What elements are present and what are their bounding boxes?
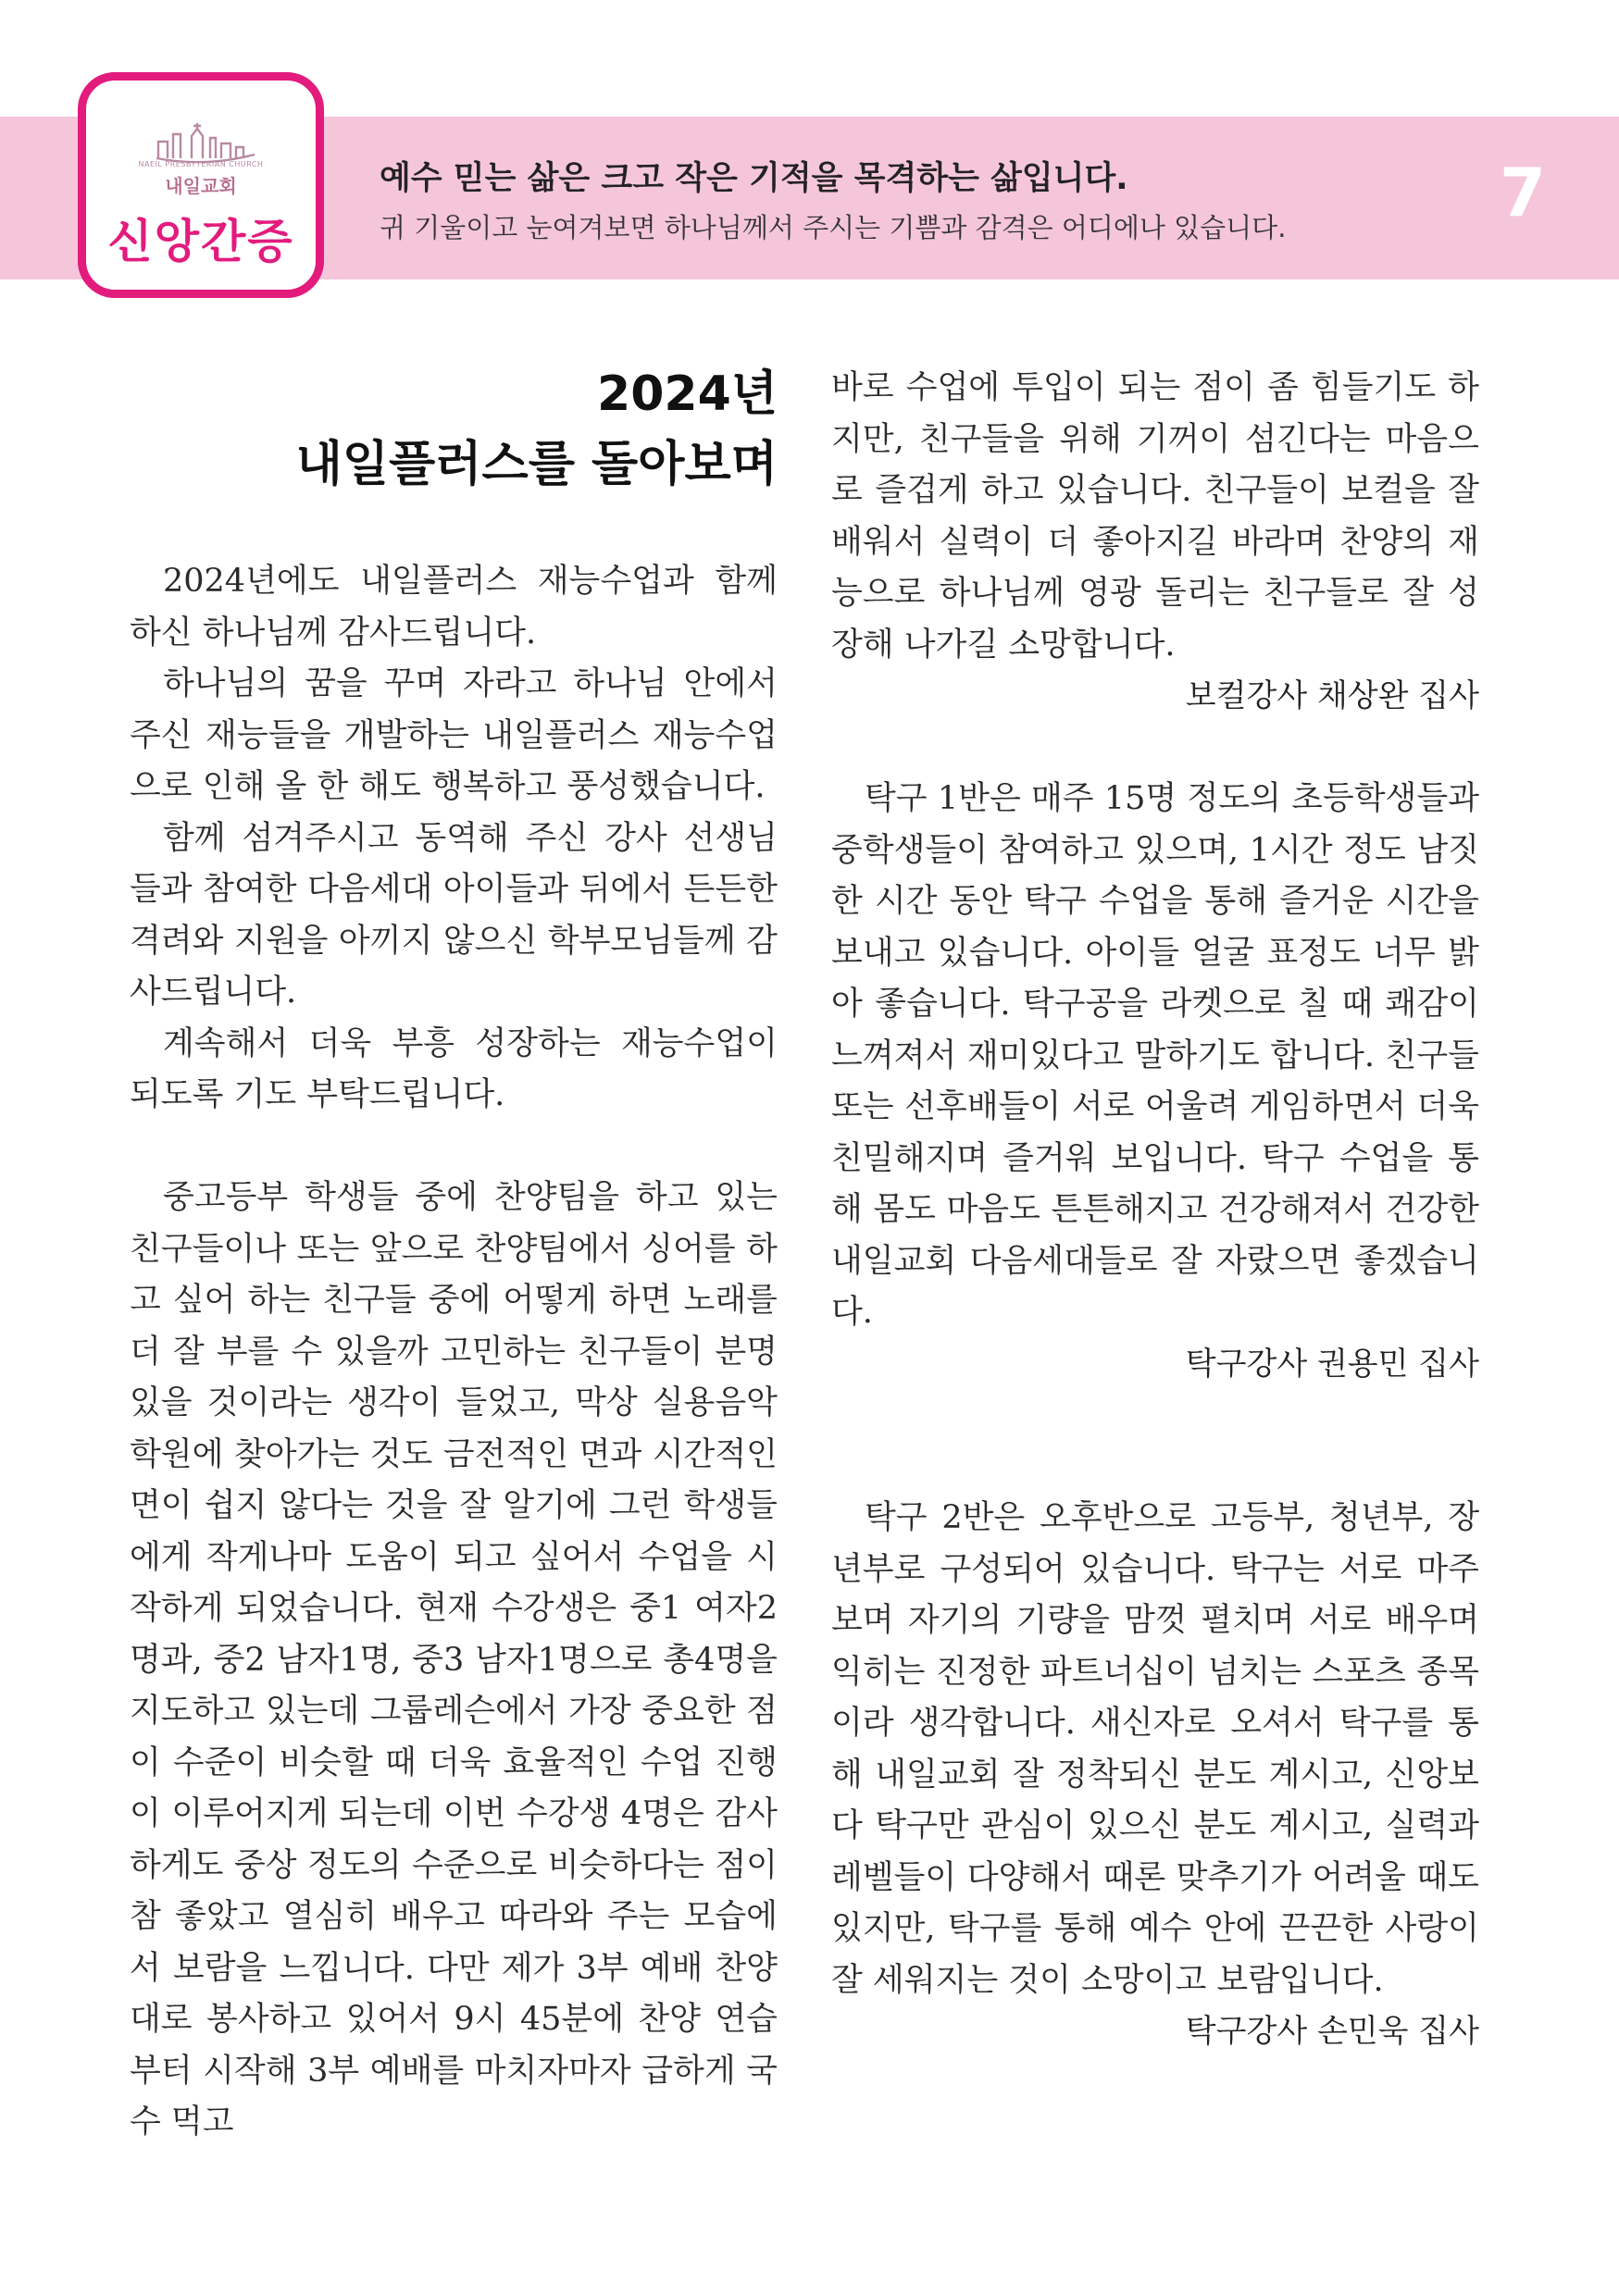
article-title-line-2: 내일플러스를 돌아보며: [295, 437, 778, 492]
paragraph-spacer: [130, 1122, 778, 1173]
logo-english-text: NAEIL PRESBYTERIAN CHURCH: [138, 160, 264, 168]
paragraph: 탁구 1반은 매주 15명 정도의 초등학생들과 중학생들이 참여하고 있으며, 1시간 정도 남짓한 시간 동안 탁구 수업을 통해 즐거운 시간을 보내고 있습니다. 아이들 얼굴 표정도 너무 밝아 좋습니다. 탁구공을 라켓으로 칠 때 쾌감이 느껴져서 재미있다고 말하기도 합니다. 친구들 또는 선후배들이 서로 어울려 게임하면서 더욱 친밀해지며 즐거워 보입니다. 탁구 수업을 통해 몸도 마음도 튼튼해지고 건강해져서 건강한 내일교회 다음세대들로 잘 자랐으면 좋겠습니다.: [831, 780, 1479, 1331]
paragraph-spacer: [831, 1390, 1479, 1493]
header-subline: 귀 기울이고 눈여겨보면 하나님께서 주시는 기쁨과 감격은 어디에나 있습니다.: [380, 212, 1287, 243]
paragraph: 계속해서 더욱 부흥 성장하는 재능수업이 되도록 기도 부탁드립니다.: [130, 1024, 778, 1113]
header-headline: 예수 믿는 삶은 크고 작은 기적을 목격하는 삶입니다.: [380, 160, 1128, 197]
article-title-line-1: 2024년: [597, 366, 778, 422]
paragraph: 바로 수업에 투입이 되는 점이 좀 힘들기도 하지만, 친구들을 위해 기꺼이 섬긴다는 마음으로 즐겁게 하고 있습니다. 친구들이 보컬을 잘 배워서 실력이 더 좋아지길 바라며 찬양의 재능으로 하나님께 영광 돌리는 친구들로 잘 성장해 나가길 소망합니다.: [831, 369, 1479, 664]
logo-church-name: 내일교회: [165, 175, 237, 197]
paragraph: 2024년에도 내일플러스 재능수업과 함께 하신 하나님께 감사드립니다.: [130, 563, 778, 652]
author-signature: 탁구강사 손민욱 집사: [1185, 2013, 1479, 2050]
church-skyline-icon: [155, 121, 256, 164]
author-signature: 탁구강사 권용민 집사: [1185, 1345, 1479, 1383]
author-signature: 보컬강사 채상완 집사: [1185, 677, 1479, 714]
right-column: [831, 363, 1479, 2058]
article-title: [130, 359, 778, 500]
section-badge: [78, 72, 324, 298]
paragraph: 함께 섬겨주시고 동역해 주신 강사 선생님들과 참여한 다음세대 아이들과 뒤에서 든든한 격려와 지원을 아끼지 않으신 학부모님들께 감사드립니다.: [130, 819, 778, 1011]
paragraph: 하나님의 꿈을 꾸며 자라고 하나님 안에서 주신 재능들을 개발하는 내일플러스 재능수업으로 인해 올 한 해도 행복하고 풍성했습니다.: [130, 665, 778, 805]
page-number: 7: [1500, 154, 1547, 231]
paragraph-spacer: [831, 723, 1479, 775]
left-column: [130, 556, 778, 2149]
paragraph: 중고등부 학생들 중에 찬양팀을 하고 있는 친구들이나 또는 앞으로 찬양팀에서 싱어를 하고 싶어 하는 친구들 중에 어떻게 하면 노래를 더 잘 부를 수 있을까 고민하는 친구들이 분명 있을 것이라는 생각이 들었고, 막상 실용음악학원에 찾아가는 것도 금전적인 면과 시간적인 면이 쉽지 않다는 것을 잘 알기에 그런 학생들에게 작게나마 도움이 되고 싶어서 수업을 시작하게 되었습니다. 현재 수강생은 중1 여자2명과, 중2 남자1명, 중3 남자1명으로 총4명을 지도하고 있는데 그룹레슨에서 가장 중요한 점이 수준이 비슷할 때 더욱 효율적인 수업 진행이 이루어지게 되는데 이번 수강생 4명은 감사하게도 중상 정도의 수준으로 비슷하다는 점이 참 좋았고 열심히 배우고 따라와 주는 모습에서 보람을 느낍니다. 다만 제가 3부 예배 찬양대로 봉사하고 있어서 9시 45분에 찬양 연습부터 시작해 3부 예배를 마치자마자 급하게 국수 먹고: [130, 1179, 778, 2141]
paragraph: 탁구 2반은 오후반으로 고등부, 청년부, 장년부로 구성되어 있습니다. 탁구는 서로 마주 보며 자기의 기량을 맘껏 펼치며 서로 배우며 익히는 진정한 파트너십이 넘치는 스포츠 종목이라 생각합니다. 새신자로 오셔서 탁구를 통해 내일교회 잘 정착되신 분도 계시고, 신앙보다 탁구만 관심이 있으신 분도 계시고, 실력과 레벨들이 다양해서 때론 맞추기가 어려울 때도 있지만, 탁구를 통해 예수 안에 끈끈한 사랑이 잘 세워지는 것이 소망이고 보람입니다.: [831, 1499, 1479, 1999]
badge-title: 신앙간증: [107, 215, 294, 268]
